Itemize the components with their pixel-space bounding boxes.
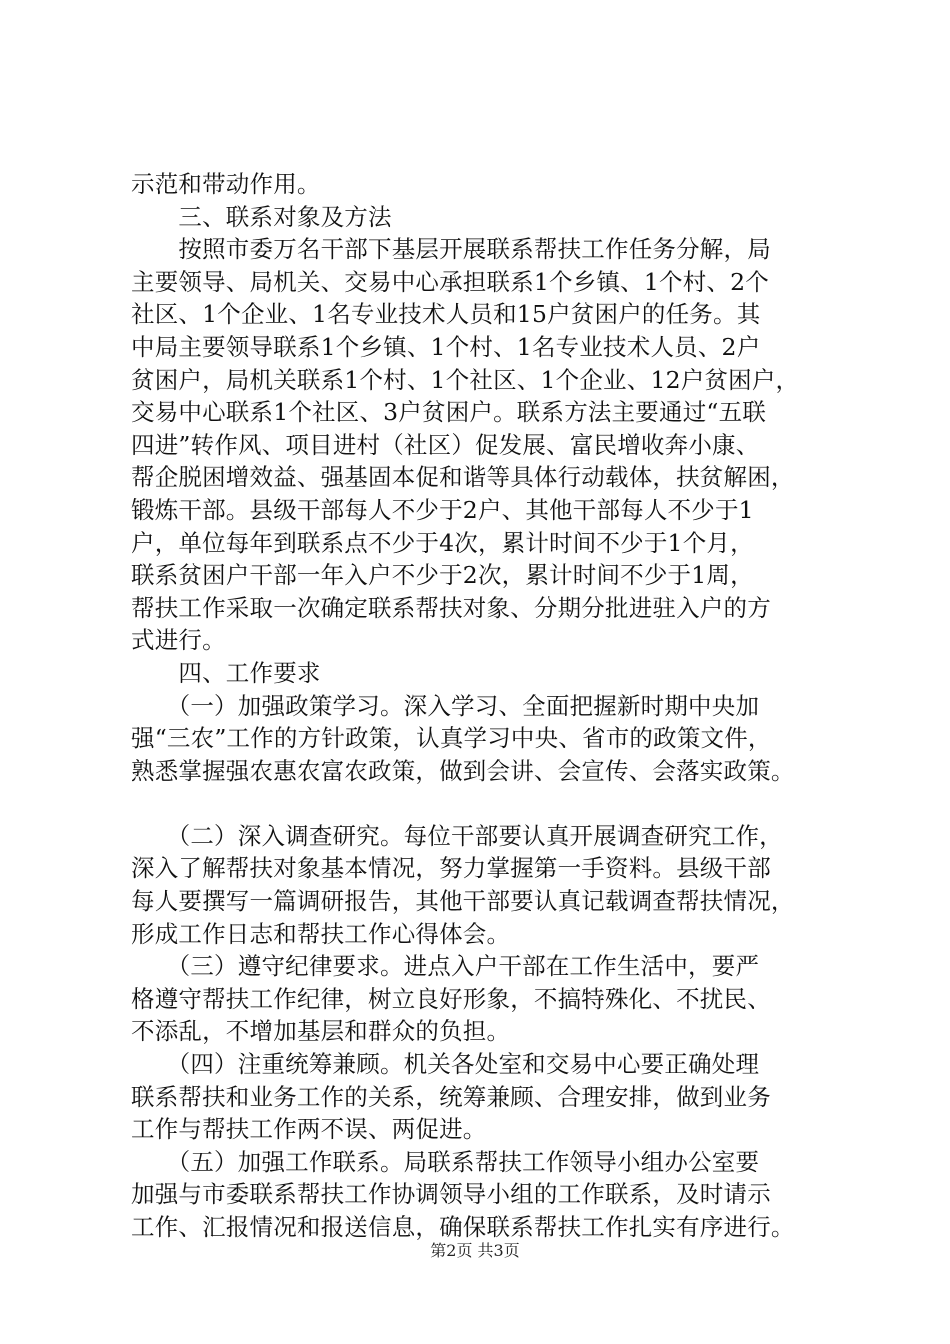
blank-line — [131, 787, 831, 820]
text-line: 四进”转作风、项目进村（社区）促发展、富民增收奔小康、 — [131, 430, 760, 459]
section-heading: 三、联系对象及方法 — [131, 202, 392, 231]
text-line: 联系帮扶和业务工作的关系，统筹兼顾、合理安排，做到业务 — [131, 1082, 771, 1111]
text-line: 工作与帮扶工作两不误、两促进。 — [131, 1115, 487, 1144]
text-line: 联系贫困户干部一年入户不少于2次，累计时间不少于1周， — [131, 561, 754, 590]
text-line: （二）深入调查研究。每位干部要认真开展调查研究工作， — [131, 821, 783, 850]
text-line: 主要领导、局机关、交易中心承担联系1个乡镇、1个村、2个 — [131, 267, 769, 296]
text-line: 社区、1个企业、1名专业技术人员和15户贫困户的任务。其 — [131, 300, 761, 329]
text-line: 示范和带动作用。 — [131, 170, 321, 198]
text-line: 形成工作日志和帮扶工作心得体会。 — [131, 919, 511, 948]
text-line: 加强与市委联系帮扶工作协调领导小组的工作联系，及时请示 — [131, 1180, 771, 1209]
text-line: 户，单位每年到联系点不少于4次，累计时间不少于1个月， — [131, 528, 754, 557]
text-line: 贫困户，局机关联系1个村、1个社区、1个企业、12户贫困户， — [131, 365, 800, 394]
text-line: 强“三农”工作的方针政策，认真学习中央、省市的政策文件， — [131, 724, 772, 753]
text-line: 锻炼干部。县级干部每人不少于2户、其他干部每人不少于1 — [131, 495, 754, 524]
text-line: 帮扶工作采取一次确定联系帮扶对象、分期分批进驻入户的方 — [131, 593, 771, 622]
text-line: 中局主要领导联系1个乡镇、1个村、1名专业技术人员、2户 — [131, 332, 761, 361]
text-line: （三）遵守纪律要求。进点入户干部在工作生活中，要严 — [131, 952, 760, 981]
text-line: 按照市委万名干部下基层开展联系帮扶工作任务分解，局 — [131, 235, 771, 264]
text-line: 帮企脱困增效益、强基固本促和谐等具体行动载体，扶贫解困， — [131, 463, 795, 492]
text-line: 工作、汇报情况和报送信息，确保联系帮扶工作扎实有序进行。 — [131, 1213, 795, 1241]
text-line: （一）加强政策学习。深入学习、全面把握新时期中央加 — [131, 691, 760, 720]
document-body — [131, 168, 831, 1244]
text-line: 交易中心联系1个社区、3户贫困户。联系方法主要通过“五联 — [131, 398, 767, 427]
text-line: 深入了解帮扶对象基本情况，努力掌握第一手资料。县级干部 — [131, 854, 771, 883]
text-line: 不添乱，不增加基层和群众的负担。 — [131, 1017, 511, 1046]
page-number-footer: 第2页 共3页 — [430, 1241, 520, 1260]
section-heading: 四、工作要求 — [131, 658, 321, 687]
text-line: 式进行。 — [131, 626, 226, 655]
text-line: （四）注重统筹兼顾。机关各处室和交易中心要正确处理 — [131, 1050, 760, 1079]
text-line: （五）加强工作联系。局联系帮扶工作领导小组办公室要 — [131, 1147, 760, 1176]
text-line: 熟悉掌握强农惠农富农政策，做到会讲、会宣传、会落实政策。 — [131, 756, 795, 785]
text-line: 格遵守帮扶工作纪律，树立良好形象，不搞特殊化、不扰民、 — [131, 984, 771, 1013]
text-line: 每人要撰写一篇调研报告，其他干部要认真记载调查帮扶情况， — [131, 887, 795, 916]
